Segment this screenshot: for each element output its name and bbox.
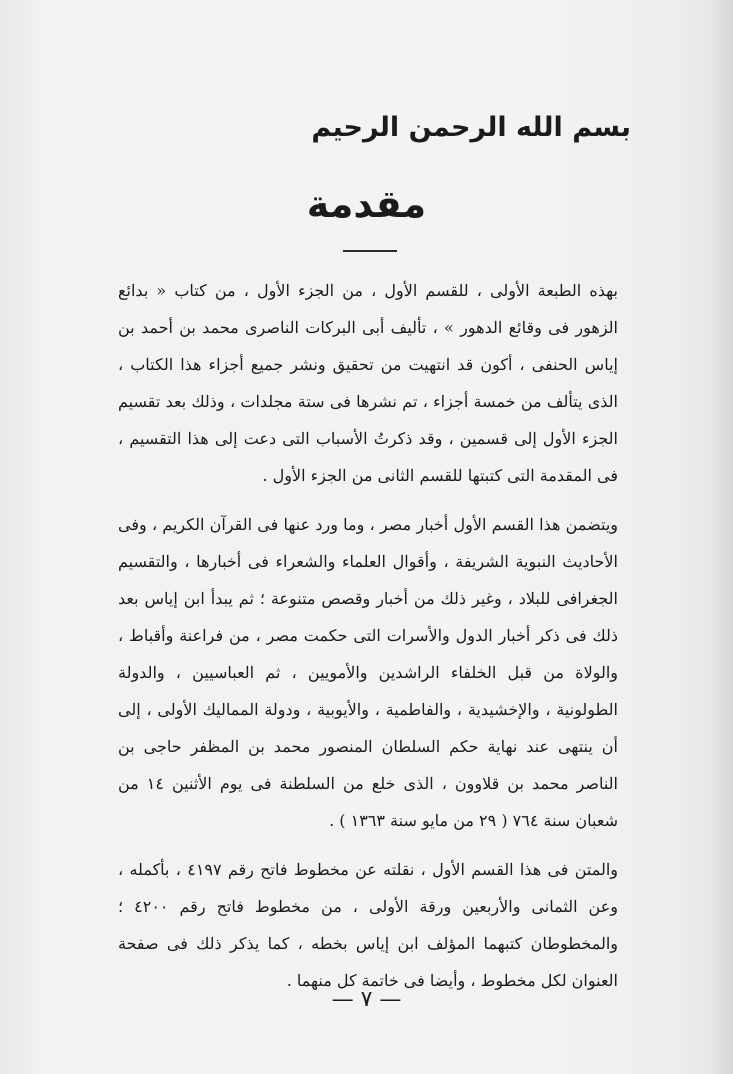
page-title: مقدمة — [306, 182, 427, 226]
paragraph-2: ويتضمن هذا القسم الأول أخبار مصر ، وما ورد عنها فى القرآن الكريم ، وفى الأحاديث النبوية الشريفة ، وأقوال العلماء والشعراء فى أخبارها ، والتقسيم الجغرافى للبلاد ، وغير ذلك من أخبار وقصص متنوعة ؛ ثم يبدأ ابن إياس بعد ذلك فى ذكر أخبار الدول والأسرات التى حكمت مصر ، من فراعنة وأقباط ، والولاة من قبل الخلفاء الراشدين والأمويين ، ثم العباسيين ، والدولة الطولونية ، والإخشيدية ، والفاطمية ، والأيوبية ، ودولة المماليك الأولى ، إلى أن ينتهى عند نهاية حكم السلطان المنصور محمد بن المظفر حاجى بن الناصر محمد بن قلاوون ، الذى خلع من السلطنة فى يوم الأثنين ١٤ من شعبان سنة ٧٦٤ ( ٢٩ من مايو سنة ١٣٦٣ ) . — [118, 515, 619, 830]
paragraph-1: بهذه الطبعة الأولى ، للقسم الأول ، من الجزء الأول ، من كتاب « بدائع الزهور فى وقائع الدهور » ، تأليف أبى البركات الناصرى محمد بن أحمد بن إياس الحنفى ، أكون قد انتهيت من تحقيق ونشر جميع أجزاء هذا الكتاب ، الذى يتألف من خمسة أجزاء ، تم نشرها فى ستة مجلدات ، وذلك بعد تقسيم الجزء الأول إلى قسمين ، وقد ذكرتُ الأسباب التى دعت إلى هذا التقسيم ، فى المقدمة التى كتبتها للقسم الثانى من الجزء الأول . — [118, 281, 618, 485]
title-underline — [343, 250, 397, 252]
page-edge-shadow — [711, 0, 733, 1074]
body-text — [118, 272, 618, 999]
paragraph-3: والمتن فى هذا القسم الأول ، نقلته عن مخطوط فاتح رقم ٤١٩٧ ، بأكمله ، وعن الثمانى والأربعين ورقة الأولى ، من مخطوط فاتح رقم ٤٢٠٠ ؛ والمخطوطان كتبهما المؤلف ابن إياس بخطه ، كما يذكر ذلك فى صفحة العنوان لكل مخطوط ، وأيضا فى خاتمة كل منهما . — [118, 860, 619, 990]
page-number: — ٧ — — [331, 987, 402, 1012]
basmala: بسم الله الرحمن الرحيم — [311, 112, 631, 143]
